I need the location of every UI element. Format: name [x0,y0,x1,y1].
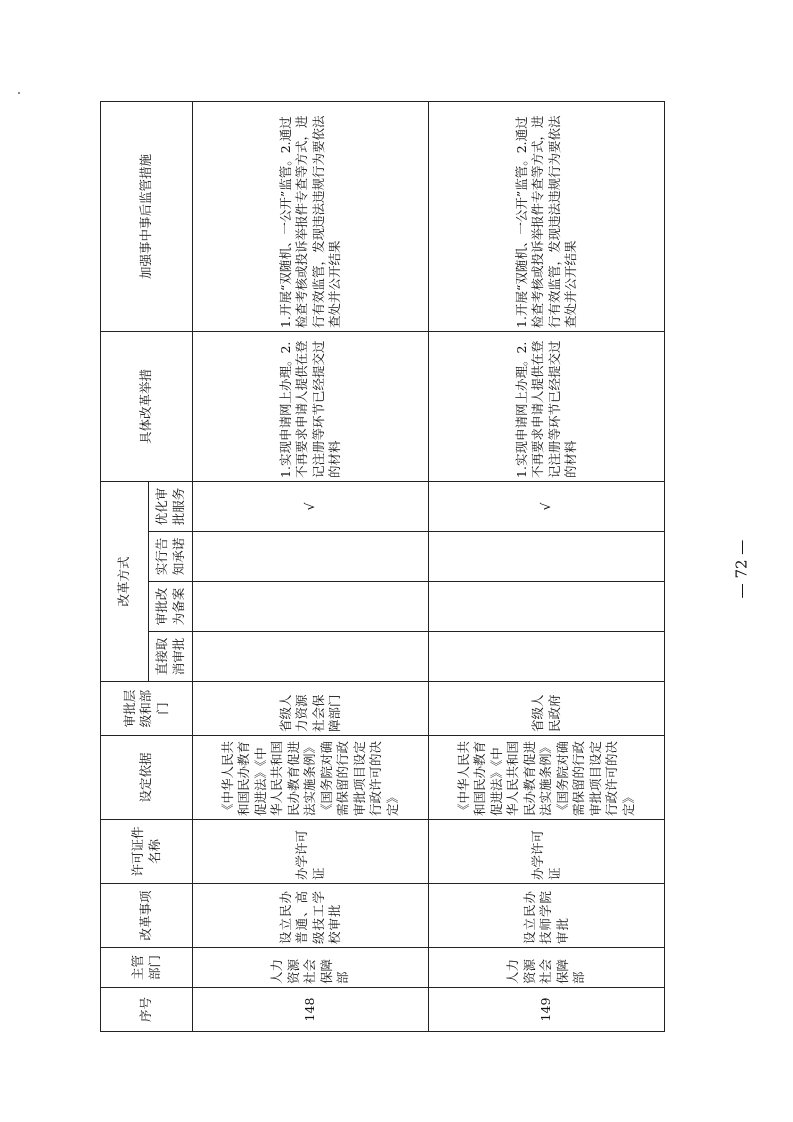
page-number: — 72 — [732,539,751,599]
scan-speck [18,92,20,94]
header-basis: 设定依据 [101,736,193,820]
header-approver: 审批层级和部门 [101,682,193,736]
table-row [429,101,665,1031]
row-mode-optimize: √ [193,481,429,531]
row-mode-cancel [193,632,429,682]
header-supervision: 加强事中事后监管措施 [101,101,193,331]
rotated-page [100,102,664,1032]
row-seq: 149 [429,988,665,1032]
row-mode-notify [193,532,429,582]
header-seq: 序号 [101,988,193,1032]
row-seq: 148 [193,988,429,1032]
header-item: 改革事项 [101,884,193,948]
header-license: 许可证件名称 [101,820,193,884]
row-license: 办学许可证 [193,820,429,884]
row-license: 办学许可证 [429,820,665,884]
row-approver: 省级人力资源社会保障部门 [193,682,429,736]
row-dept: 人力资源社会保障部 [429,948,665,988]
row-mode-filing [193,582,429,632]
header-mode-optimize: 优化审批服务 [149,481,193,531]
row-mode-optimize: √ [429,481,665,531]
row-mode-cancel [429,632,665,682]
row-measures: 1.实现申请网上办理。2.不再要求申请人提供在登记注册等环节已经提交过的材料 [429,331,665,481]
row-supervision: 1.开展“双随机、一公开”监管。2.通过检查考核或投诉举报件专查等方式，进行有效监管，发现违法违规行为要依法查处并公开结果 [193,101,429,331]
row-dept: 人力资源社会保障部 [193,948,429,988]
header-row [101,101,149,1031]
row-item: 设立民办普通、高级技工学校审批 [193,884,429,948]
header-mode-filing: 审批改为备案 [149,582,193,632]
header-measures: 具体改革举措 [101,331,193,481]
header-mode-cancel: 直接取消审批 [149,632,193,682]
table-row [193,101,429,1031]
header-reform-mode: 改革方式 [101,481,149,681]
row-measures: 1.实现申请网上办理。2.不再要求申请人提供在登记注册等环节已经提交过的材料 [193,331,429,481]
row-mode-filing [429,582,665,632]
header-mode-notify: 实行告知承诺 [149,532,193,582]
row-supervision: 1.开展“双随机、一公开”监管。2.通过检查考核或投诉举报件专查等方式，进行有效监管，发现违法违规行为要依法查处并公开结果 [429,101,665,331]
reform-table [100,101,665,1032]
row-item: 设立民办技师学院审批 [429,884,665,948]
row-basis: 《中华人民共和国民办教育促进法》《中华人民共和国民办教育促进法实施条例》《国务院对确需保留的行政审批项目设定行政许可的决定》 [429,736,665,820]
row-mode-notify [429,532,665,582]
row-basis: 《中华人民共和国民办教育促进法》《中华人民共和国民办教育促进法实施条例》《国务院对确需保留的行政审批项目设定行政许可的决定》 [193,736,429,820]
row-approver: 省级人民政府 [429,682,665,736]
header-dept: 主管部门 [101,948,193,988]
